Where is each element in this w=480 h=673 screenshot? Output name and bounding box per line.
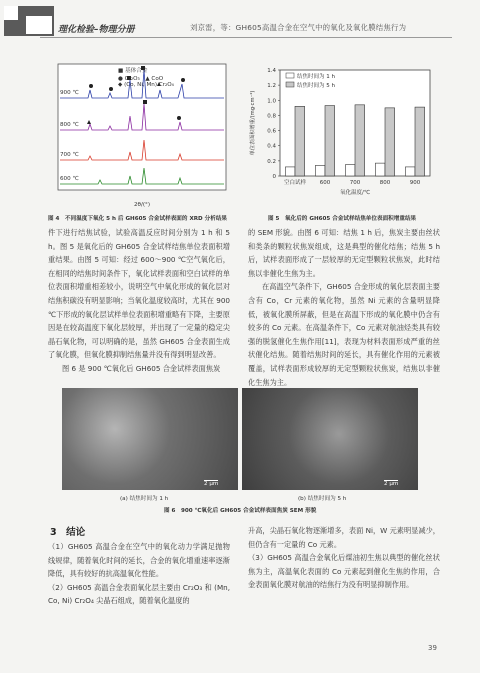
bar-0-1 (315, 165, 325, 176)
xrd-label-700: 700 ℃ (60, 152, 79, 158)
running-title: 刘京雷，等：GH605高温合金在空气中的氧化及氧化膜结焦行为 (190, 23, 407, 32)
bar-1-2 (355, 105, 365, 176)
xrd-label-800: 800 ℃ (60, 122, 79, 128)
left-paragraph-2: 图 6 是 900 ℃氧化后 GH605 合金试样表面焦炭 (62, 363, 221, 373)
xrd-label-600: 600 ℃ (60, 176, 79, 182)
conclusion-item-1: （1）GH605 高温合金在空气中的氧化动力学满足抛物线规律，随着氧化时间的延长，合金的氧化增重速率逐渐降低，具有较好的抗高温氧化性能。 (48, 542, 230, 579)
xrd-legend-2: ● Cr₂O₃ ▲ CoO (118, 76, 164, 82)
legend-swatch-0 (286, 73, 294, 78)
xrd-label-900: 900 ℃ (60, 90, 79, 96)
header-rule (40, 37, 452, 38)
x-tick-label: 700 (349, 180, 361, 186)
y-tick-label: 1.0 (267, 98, 276, 105)
sem-subcaption-a: (a) 结焦时间为 1 h (120, 496, 169, 502)
bar-0-4 (405, 167, 415, 176)
x-tick-label: 800 (379, 180, 391, 186)
xrd-legend-3: ◆ (Co, Ni, Mn) Cr₂O₄ (118, 82, 174, 88)
left-paragraph-1: 件下进行结焦试验，试验高温反应时间分别为 1 h 和 5 h。图 5 是氧化后的 GH605 合金试样结焦单位表面积增重结果。由图 5 可知：经过 600～900 ℃空气氧化后，在相同的结焦时间条件下，氧化试样表面和空白试样的单位表面积增重相差较小，说明空气中氧化形成的氧化层对结焦积碳没有明显影响；当氧化温度较高时，尤其在 900 ℃下形成的氧化层试样单位表面积增重略有下降，主要原因是在较高温度下氧化层较厚，并出现了一定量的稳定尖晶石氧化物，可以明确的是，虽然 GH605 合金表面生成了氧化膜，但氧化膜抑制结焦量并没有得到明显改善。 (48, 228, 230, 360)
bar-1-0 (295, 106, 305, 176)
legend-label-1: 结焦时间为 5 h (297, 83, 335, 89)
sem-subcaption-b: (b) 结焦时间为 5 h (298, 496, 347, 502)
xrd-legend-1: ■ 基体合金 (118, 68, 148, 74)
xrd-x-axis-label: 2θ/(°) (134, 202, 151, 208)
sem-image-5h (242, 388, 418, 490)
y-tick-label: 0.8 (267, 113, 276, 120)
bar-0-3 (375, 163, 385, 176)
legend-label-0: 结焦时间为 1 h (297, 74, 335, 80)
y-axis-label: 单位表面积增重/(mg·cm⁻²) (250, 90, 256, 156)
bar-1-4 (415, 107, 425, 176)
y-tick-label: 1.2 (267, 83, 276, 90)
bar-1-1 (325, 106, 335, 176)
mass-gain-bar-chart (244, 58, 444, 208)
conclusion-item-2-start: （2）GH605 高温合金表面氧化层主要由 Cr₂O₃ 和 (Mn, Co, Ni) Cr₂O₄ 尖晶石组成，随着氧化温度的 (48, 582, 230, 606)
conclusion-right (248, 524, 440, 592)
bar-0-0 (285, 167, 295, 176)
conclusion-item-2-end: 升高，尖晶石氧化物逐渐增多，表面 Ni，W 元素明显减少，但仍含有一定量的 Co 元素。 (248, 526, 440, 549)
y-tick-label: 0.4 (267, 143, 276, 150)
y-tick-label: 0.2 (267, 158, 276, 165)
x-tick-label: 空白试样 (283, 180, 307, 186)
right-paragraph-1: 的 SEM 形貌。由图 6 可知：结焦 1 h 后，焦炭主要由丝状和类条的颗粒状焦炭组成，这是典型的催化结焦；结焦 5 h 后，试样表面形成了一层较厚的无定型颗粒状焦炭，此时结焦以非催化生焦为主。 (248, 228, 440, 278)
xrd-caption: 图 4 不同温度下氧化 5 h 后 GH605 合金试样表面的 XRD 分析结果 (48, 216, 228, 222)
left-column-text (48, 226, 230, 376)
right-paragraph-2: 在高温空气条件下，GH605 合金形成的氧化层表面主要含有 Co，Cr 元素的氧化物，虽然 Ni 元素的含量明显降低，被氧化膜所屏蔽，但是在高温下形成的氧化膜中仍含有较多的 Co 元素。在高温条件下，Co 元素对航油烃类具有较强的脱氢催化生焦作用[11]，表现为材料表面形成严重的丝状催化结焦。随着结焦时间的延长，具有催化作用的元素被覆盖，试样表面形成较厚的无定型颗粒状焦炭，结焦以非催化生焦为主。 (248, 282, 440, 387)
x-axis-label: 氧化温度/℃ (339, 190, 371, 196)
page-number: 39 (428, 644, 437, 652)
conclusion-left (48, 540, 230, 608)
right-column-text (248, 226, 440, 389)
y-tick-label: 0 (272, 174, 276, 180)
y-tick-label: 0.6 (267, 128, 276, 135)
bar-chart-caption: 图 5 氧化后的 GH605 合金试样结焦单位表面积增重结果 (268, 216, 417, 222)
x-tick-label: 600 (319, 180, 331, 186)
conclusion-heading: 3 结论 (50, 527, 86, 538)
sem-scale-bar-a: 2 μm (204, 481, 219, 487)
legend-swatch-1 (286, 82, 294, 87)
y-tick-label: 1.4 (267, 68, 276, 74)
journal-name: 理化检验–物理分册 (58, 25, 135, 35)
bar-0-2 (345, 165, 355, 176)
sem-scale-bar-b: 2 μm (384, 481, 399, 487)
sem-caption: 图 6 900 ℃氧化后 GH605 合金试样表面焦炭 SEM 形貌 (164, 508, 317, 514)
x-tick-label: 900 (409, 180, 421, 186)
bar-1-3 (385, 108, 395, 176)
sem-image-1h (62, 388, 238, 490)
conclusion-item-3: （3）GH605 高温合金氧化后煤油初生焦以典型的催化丝状焦为主，高温氧化表面的 Co 元素起到催化生焦的作用，合金表面氧化膜对航油的结焦行为没有明显抑制作用。 (248, 553, 440, 590)
